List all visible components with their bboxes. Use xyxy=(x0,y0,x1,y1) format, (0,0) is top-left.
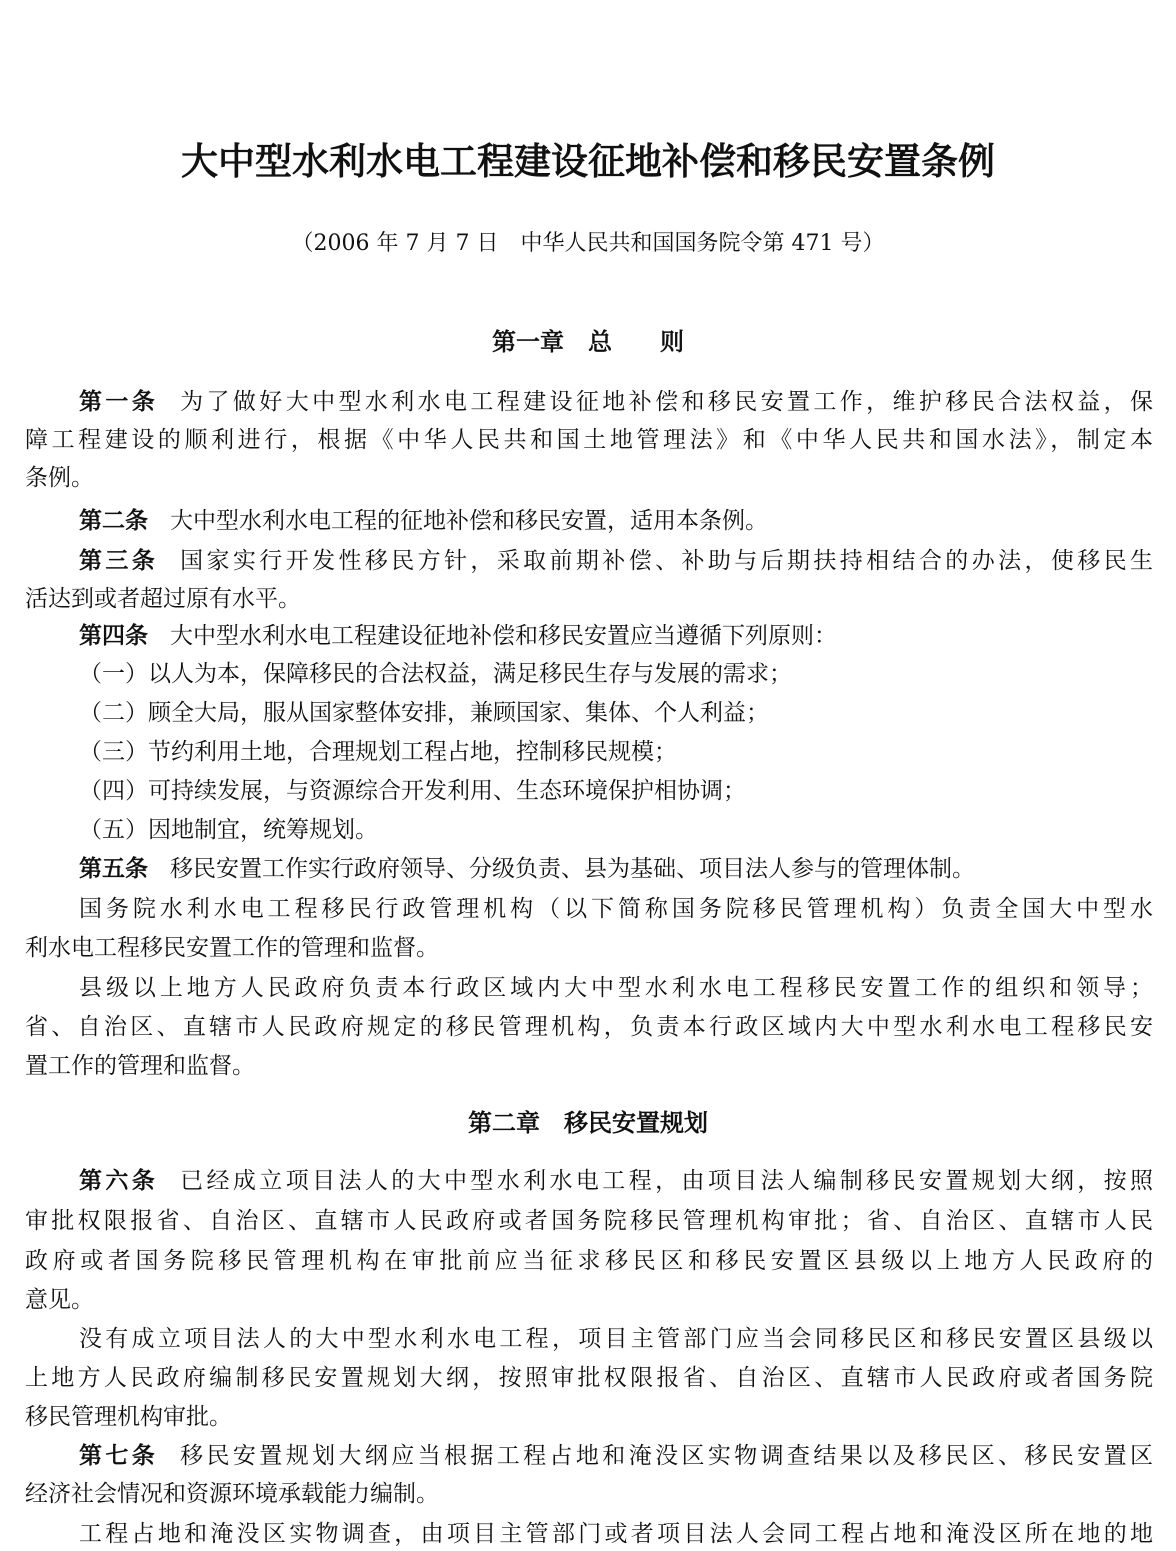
article-6-line-4: 意见。 xyxy=(25,1287,94,1313)
article-6-para2-line-1: 没有成立项目法人的大中型水利水电工程，项目主管部门应当会同移民区和移民安置区县级以 xyxy=(79,1326,1153,1352)
document-subtitle: （2006 年 7 月 7 日 中华人民共和国国务院令第 471 号） xyxy=(291,231,885,256)
article-text: 为了做好大中型水利水电工程建设征地补偿和移民安置工作，维护移民合法权益，保 xyxy=(180,389,1153,415)
principle-item: （三）节约利用土地，合理规划工程占地，控制移民规模； xyxy=(79,739,677,765)
article-3-line-1 xyxy=(79,545,1153,577)
article-text: 国家实行开发性移民方针，采取前期补偿、补助与后期扶持相结合的办法，使移民生 xyxy=(180,548,1153,574)
principle-item: （五）因地制宜，统筹规划。 xyxy=(79,817,378,843)
article-text: 大中型水利水电工程的征地补偿和移民安置，适用本条例。 xyxy=(170,508,768,534)
article-label: 第四条 xyxy=(79,623,148,649)
article-label: 第二条 xyxy=(79,508,148,534)
article-label: 第七条 xyxy=(79,1443,159,1469)
article-1-line-3: 条例。 xyxy=(25,465,94,491)
article-5-line-1 xyxy=(79,853,1153,885)
article-6-line-3: 政府或者国务院移民管理机构在审批前应当征求移民区和移民安置区县级以上地方人民政府的 xyxy=(25,1248,1153,1274)
article-6-line-2: 审批权限报省、自治区、直辖市人民政府或者国务院移民管理机构审批；省、自治区、直辖市人民 xyxy=(25,1208,1153,1234)
article-7-para2-line-1: 工程占地和淹没区实物调查，由项目主管部门或者项目法人会同工程占地和淹没区所在地的地 xyxy=(79,1521,1153,1547)
principle-item: （一）以人为本，保障移民的合法权益，满足移民生存与发展的需求； xyxy=(79,661,792,687)
document-title: 大中型水利水电工程建设征地补偿和移民安置条例 xyxy=(181,140,995,183)
article-2-line-1 xyxy=(79,505,1153,537)
chapter-heading: 第二章 移民安置规划 xyxy=(468,1109,708,1137)
article-text: 已经成立项目法人的大中型水利水电工程，由项目法人编制移民安置规划大纲，按照 xyxy=(180,1168,1153,1194)
article-5-para3-line-1: 县级以上地方人民政府负责本行政区域内大中型水利水电工程移民安置工作的组织和领导； xyxy=(79,975,1153,1001)
article-5-para3-line-3: 置工作的管理和监督。 xyxy=(25,1053,255,1079)
article-label: 第五条 xyxy=(79,856,148,882)
article-7-line-1 xyxy=(79,1440,1153,1472)
article-6-para2-line-2: 上地方人民政府编制移民安置规划大纲，按照审批权限报省、自治区、直辖市人民政府或者国务院 xyxy=(25,1365,1153,1391)
article-label: 第六条 xyxy=(79,1168,159,1194)
article-1-line-2: 障工程建设的顺利进行，根据《中华人民共和国土地管理法》和《中华人民共和国水法》，制定本 xyxy=(25,427,1153,453)
article-6-line-1 xyxy=(79,1165,1153,1197)
article-6-para2-line-3: 移民管理机构审批。 xyxy=(25,1404,232,1430)
chapter-heading: 第一章 总 则 xyxy=(492,328,684,356)
article-label: 第三条 xyxy=(79,548,159,574)
article-1-line-1 xyxy=(79,386,1153,418)
principle-item: （四）可持续发展，与资源综合开发利用、生态环境保护相协调； xyxy=(79,778,746,804)
article-5-para2-line-2: 利水电工程移民安置工作的管理和监督。 xyxy=(25,935,439,961)
article-5-para2-line-1: 国务院水利水电工程移民行政管理机构（以下简称国务院移民管理机构）负责全国大中型水 xyxy=(79,896,1153,922)
principle-item: （二）顾全大局，服从国家整体安排，兼顾国家、集体、个人利益； xyxy=(79,700,769,726)
article-4-line-1 xyxy=(79,620,1153,652)
article-7-line-2: 经济社会情况和资源环境承载能力编制。 xyxy=(25,1481,439,1507)
article-label: 第一条 xyxy=(79,389,159,415)
article-3-line-2: 活达到或者超过原有水平。 xyxy=(25,586,301,612)
article-text: 大中型水利水电工程建设征地补偿和移民安置应当遵循下列原则： xyxy=(170,623,837,649)
article-5-para3-line-2: 省、自治区、直辖市人民政府规定的移民管理机构，负责本行政区域内大中型水利水电工程移民安 xyxy=(25,1014,1153,1040)
article-text: 移民安置规划大纲应当根据工程占地和淹没区实物调查结果以及移民区、移民安置区 xyxy=(180,1443,1153,1469)
article-text: 移民安置工作实行政府领导、分级负责、县为基础、项目法人参与的管理体制。 xyxy=(170,856,975,882)
